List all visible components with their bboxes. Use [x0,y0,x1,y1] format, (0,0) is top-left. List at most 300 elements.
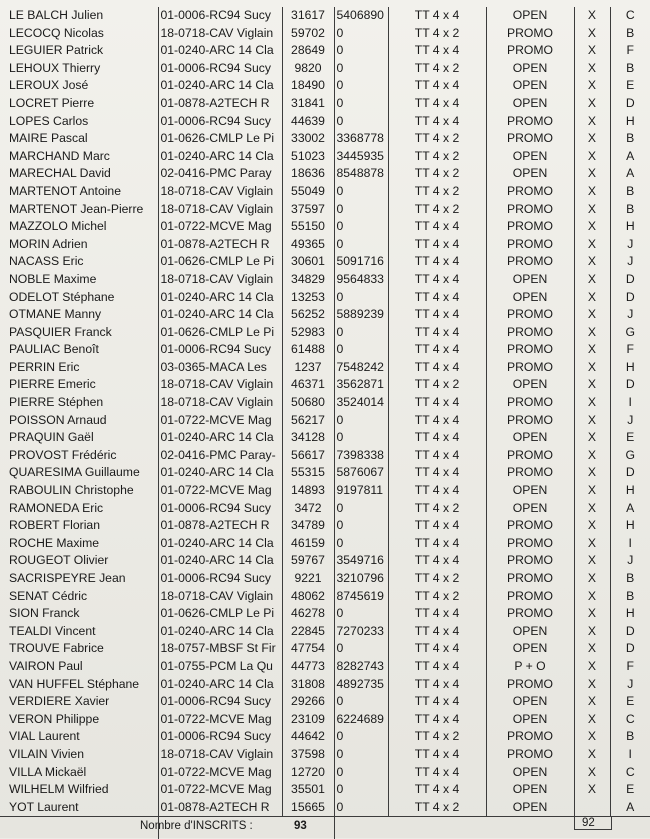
vehicle-category: TT 4 x 4 [388,658,486,676]
entry-type: PROMO [486,588,574,606]
group-letter: H [610,605,650,623]
participant-number: 15665 [282,799,334,817]
participant-name: ROBERT Florian [9,518,100,533]
entry-type: OPEN [486,77,574,95]
participant-number: 34789 [282,517,334,535]
participant-number: 9820 [282,60,334,78]
club-licence: 01-0006-RC94 Sucy [158,500,282,518]
group-letter: J [610,253,650,271]
vehicle-category: TT 4 x 2 [388,588,486,606]
group-letter: D [610,289,650,307]
presence-mark: X [574,517,610,535]
participant-number: 59702 [282,25,334,43]
club-licence: 01-0240-ARC 14 Cla [158,289,282,307]
vehicle-category: TT 4 x 2 [388,799,486,817]
vehicle-category: TT 4 x 4 [388,289,486,307]
participant-number: 55049 [282,183,334,201]
club-licence: 01-0006-RC94 Sucy [158,570,282,588]
vehicle-category: TT 4 x 4 [388,517,486,535]
table-row [0,517,650,535]
licence-code: 9197811 [334,482,388,500]
roster-footer [0,816,650,839]
group-letter: D [610,271,650,289]
vehicle-category: TT 4 x 4 [388,412,486,430]
table-row [0,693,650,711]
entry-type: OPEN [486,7,574,25]
club-licence: 18-0718-CAV Viglain [158,201,282,219]
club-licence: 01-0006-RC94 Sucy [158,113,282,131]
table-row [0,799,650,817]
participant-name: RAMONEDA Eric [9,500,104,515]
group-letter: D [610,464,650,482]
licence-code: 5406890 [334,7,388,25]
participant-number: 35501 [282,781,334,799]
participant-name: TROUVE Fabrice [9,641,104,656]
participant-number: 12720 [282,764,334,782]
presence-mark: X [574,7,610,25]
presence-mark: X [574,165,610,183]
vehicle-category: TT 4 x 4 [388,764,486,782]
participant-number: 55150 [282,218,334,236]
group-letter: D [610,623,650,641]
entry-type: PROMO [486,412,574,430]
participant-number: 47754 [282,640,334,658]
vehicle-category: TT 4 x 4 [388,482,486,500]
table-row [0,552,650,570]
entry-type: PROMO [486,447,574,465]
table-row [0,113,650,131]
vehicle-category: TT 4 x 4 [388,464,486,482]
participant-number: 23109 [282,711,334,729]
entry-type: PROMO [486,218,574,236]
club-licence: 01-0722-MCVE Mag [158,412,282,430]
participant-name: VIAL Laurent [9,729,80,744]
table-row [0,306,650,324]
table-row [0,781,650,799]
club-licence: 02-0416-PMC Paray- [158,447,282,465]
participant-number: 18636 [282,165,334,183]
entry-type: PROMO [486,42,574,60]
entry-type: OPEN [486,95,574,113]
table-row [0,728,650,746]
participant-number: 44639 [282,113,334,131]
club-licence: 18-0718-CAV Viglain [158,183,282,201]
group-letter: J [610,676,650,694]
participant-name: MARTENOT Antoine [9,183,121,198]
licence-code: 0 [334,341,388,359]
presence-mark: X [574,781,610,799]
participant-number: 44642 [282,728,334,746]
presence-mark: X [574,552,610,570]
participant-number: 50680 [282,394,334,412]
club-licence: 01-0755-PCM La Qu [158,658,282,676]
licence-code: 0 [334,324,388,342]
vehicle-category: TT 4 x 4 [388,746,486,764]
licence-code: 0 [334,60,388,78]
group-letter: F [610,341,650,359]
licence-code: 5091716 [334,253,388,271]
table-row [0,746,650,764]
entry-type: OPEN [486,148,574,166]
group-letter: E [610,77,650,95]
licence-code: 8745619 [334,588,388,606]
participant-number: 33002 [282,130,334,148]
licence-code: 0 [334,429,388,447]
licence-code: 7548242 [334,359,388,377]
participant-number: 30601 [282,253,334,271]
entry-type: PROMO [486,324,574,342]
participant-name: QUARESIMA Guillaume [9,465,140,480]
entry-type: PROMO [486,253,574,271]
licence-code: 0 [334,201,388,219]
participant-name: MORIN Adrien [9,236,88,251]
table-row [0,535,650,553]
participant-number: 3472 [282,500,334,518]
entry-type: OPEN [486,271,574,289]
table-row [0,447,650,465]
licence-code: 5876067 [334,464,388,482]
licence-code: 0 [334,412,388,430]
participant-number: 37597 [282,201,334,219]
vehicle-category: TT 4 x 2 [388,201,486,219]
participant-name: PRAQUIN Gaël [9,430,94,445]
club-licence: 01-0240-ARC 14 Cla [158,77,282,95]
vehicle-category: TT 4 x 4 [388,394,486,412]
presence-mark: X [574,324,610,342]
participant-name: MAIRE Pascal [9,131,88,146]
group-letter: E [610,429,650,447]
licence-code: 8548878 [334,165,388,183]
licence-code: 0 [334,746,388,764]
group-letter: B [610,60,650,78]
participant-number: 48062 [282,588,334,606]
club-licence: 01-0240-ARC 14 Cla [158,676,282,694]
table-row [0,25,650,43]
presence-mark: X [574,570,610,588]
participant-name: VILAIN Vivien [9,746,84,761]
entry-type: OPEN [486,623,574,641]
table-row [0,324,650,342]
club-licence: 01-0722-MCVE Mag [158,482,282,500]
group-letter: J [610,306,650,324]
participant-name: MARTENOT Jean-Pierre [9,201,144,216]
entry-type: PROMO [486,517,574,535]
entry-type: PROMO [486,236,574,254]
registered-count-label: Nombre d'INSCRITS : [140,820,253,832]
club-licence: 18-0718-CAV Viglain [158,746,282,764]
vehicle-category: TT 4 x 4 [388,77,486,95]
entry-type: PROMO [486,306,574,324]
group-letter: H [610,113,650,131]
vehicle-category: TT 4 x 4 [388,236,486,254]
group-letter: H [610,517,650,535]
table-row [0,130,650,148]
participant-name: SACRISPEYRE Jean [9,571,126,585]
entry-type: PROMO [486,341,574,359]
participant-name: PIERRE Stéphen [9,395,104,410]
entry-type: OPEN [486,640,574,658]
club-licence: 18-0718-CAV Viglain [158,376,282,394]
club-licence: 01-0626-CMLP Le Pi [158,324,282,342]
table-row [0,236,650,254]
participant-name: RABOULIN Christophe [9,483,134,498]
group-letter: J [610,236,650,254]
presence-mark: X [574,447,610,465]
licence-code: 8282743 [334,658,388,676]
participant-number: 56617 [282,447,334,465]
x-total-value: 92 [582,817,595,829]
club-licence: 18-0757-MBSF St Fir [158,640,282,658]
club-licence: 01-0006-RC94 Sucy [158,7,282,25]
licence-code: 0 [334,218,388,236]
club-licence: 18-0718-CAV Viglain [158,588,282,606]
presence-mark: X [574,77,610,95]
entry-type: PROMO [486,728,574,746]
footer-divider [158,817,159,839]
licence-code: 3210796 [334,570,388,588]
vehicle-category: TT 4 x 2 [388,60,486,78]
club-licence: 18-0718-CAV Viglain [158,271,282,289]
participant-number: 56217 [282,412,334,430]
entry-type: PROMO [486,201,574,219]
entry-type: OPEN [486,711,574,729]
club-licence: 02-0416-PMC Paray [158,165,282,183]
table-row [0,711,650,729]
licence-code: 0 [334,799,388,817]
table-row [0,359,650,377]
presence-mark: X [574,306,610,324]
licence-code: 0 [334,113,388,131]
licence-code: 0 [334,693,388,711]
vehicle-category: TT 4 x 4 [388,113,486,131]
licence-code: 7270233 [334,623,388,641]
vehicle-category: TT 4 x 4 [388,676,486,694]
licence-code: 3524014 [334,394,388,412]
presence-mark: X [574,341,610,359]
participant-number: 49365 [282,236,334,254]
presence-mark: X [574,42,610,60]
group-letter: I [610,394,650,412]
club-licence: 01-0878-A2TECH R [158,517,282,535]
table-row [0,253,650,271]
participant-name: PIERRE Emeric [9,377,96,392]
presence-mark: X [574,412,610,430]
entry-type: PROMO [486,25,574,43]
table-row [0,623,650,641]
participant-number: 18490 [282,77,334,95]
participant-number: 1237 [282,359,334,377]
participant-number: 61488 [282,341,334,359]
club-licence: 18-0718-CAV Viglain [158,25,282,43]
licence-code: 5889239 [334,306,388,324]
participant-number: 34829 [282,271,334,289]
vehicle-category: TT 4 x 4 [388,640,486,658]
table-row [0,183,650,201]
participant-number: 59767 [282,552,334,570]
entry-type: OPEN [486,781,574,799]
vehicle-category: TT 4 x 4 [388,218,486,236]
entry-type: PROMO [486,570,574,588]
group-letter: I [610,535,650,553]
presence-mark: X [574,658,610,676]
club-licence: 18-0718-CAV Viglain [158,394,282,412]
table-row [0,341,650,359]
participant-number: 14893 [282,482,334,500]
licence-code: 0 [334,25,388,43]
licence-code: 0 [334,781,388,799]
group-letter: J [610,552,650,570]
footer-divider [334,817,335,839]
presence-mark: X [574,764,610,782]
licence-code: 0 [334,95,388,113]
licence-code: 3549716 [334,552,388,570]
participant-name: LEGUIER Patrick [9,43,104,58]
entry-type: OPEN [486,376,574,394]
club-licence: 01-0722-MCVE Mag [158,711,282,729]
table-row [0,394,650,412]
presence-mark: X [574,359,610,377]
entry-type: PROMO [486,183,574,201]
presence-mark: X [574,711,610,729]
presence-mark: X [574,130,610,148]
entry-type: OPEN [486,165,574,183]
club-licence: 01-0240-ARC 14 Cla [158,148,282,166]
group-letter: F [610,42,650,60]
vehicle-category: TT 4 x 4 [388,7,486,25]
group-letter: D [610,376,650,394]
licence-code: 0 [334,183,388,201]
presence-mark: X [574,271,610,289]
entry-type: PROMO [486,394,574,412]
entry-type: PROMO [486,359,574,377]
participant-number: 13253 [282,289,334,307]
presence-mark: X [574,746,610,764]
club-licence: 01-0722-MCVE Mag [158,218,282,236]
participant-name: PERRIN Eric [9,359,80,374]
licence-code: 3562871 [334,376,388,394]
club-licence: 01-0878-A2TECH R [158,95,282,113]
entry-type: PROMO [486,605,574,623]
vehicle-category: TT 4 x 4 [388,271,486,289]
vehicle-category: TT 4 x 4 [388,711,486,729]
club-licence: 01-0626-CMLP Le Pi [158,130,282,148]
participant-name: ODELOT Stéphane [9,289,115,304]
group-letter: B [610,728,650,746]
vehicle-category: TT 4 x 2 [388,165,486,183]
table-row [0,376,650,394]
licence-code: 0 [334,535,388,553]
presence-mark: X [574,148,610,166]
licence-code: 0 [334,289,388,307]
licence-code: 4892735 [334,676,388,694]
group-letter: H [610,359,650,377]
presence-mark: X [574,394,610,412]
presence-mark: X [574,588,610,606]
participant-name: LOCRET Pierre [9,95,95,110]
presence-mark: X [574,676,610,694]
participant-name: MARCHAND Marc [9,148,110,163]
entry-type: OPEN [486,764,574,782]
vehicle-category: TT 4 x 2 [388,500,486,518]
presence-mark: X [574,535,610,553]
vehicle-category: TT 4 x 2 [388,25,486,43]
table-row [0,429,650,447]
presence-mark: X [574,623,610,641]
club-licence: 01-0240-ARC 14 Cla [158,623,282,641]
group-letter: A [610,165,650,183]
licence-code: 0 [334,77,388,95]
table-row [0,201,650,219]
group-letter: C [610,7,650,25]
entry-type: PROMO [486,535,574,553]
participant-name: VILLA Mickaël [9,764,87,779]
club-licence: 01-0878-A2TECH R [158,236,282,254]
presence-mark: X [574,289,610,307]
group-letter: G [610,324,650,342]
club-licence: 01-0626-CMLP Le Pi [158,605,282,623]
entry-type: OPEN [486,429,574,447]
group-letter: A [610,148,650,166]
group-letter: I [610,746,650,764]
vehicle-category: TT 4 x 4 [388,605,486,623]
licence-code: 0 [334,764,388,782]
group-letter: E [610,693,650,711]
presence-mark: X [574,500,610,518]
licence-code: 7398338 [334,447,388,465]
licence-code: 0 [334,236,388,254]
table-row [0,588,650,606]
participant-name: LEROUX José [9,78,89,93]
participant-number: 9221 [282,570,334,588]
table-row [0,77,650,95]
entry-type: OPEN [486,289,574,307]
vehicle-category: TT 4 x 2 [388,148,486,166]
participant-name: PASQUIER Franck [9,324,112,339]
club-licence: 03-0365-MACA Les [158,359,282,377]
vehicle-category: TT 4 x 4 [388,447,486,465]
club-licence: 01-0722-MCVE Mag [158,764,282,782]
participant-name: LOPES Carlos [9,113,89,128]
presence-mark: X [574,201,610,219]
participant-name: POISSON Arnaud [9,412,107,427]
table-row [0,412,650,430]
presence-mark: X [574,429,610,447]
entry-type: PROMO [486,746,574,764]
entry-type: PROMO [486,130,574,148]
vehicle-category: TT 4 x 4 [388,324,486,342]
group-letter: D [610,640,650,658]
presence-mark: X [574,605,610,623]
presence-mark: X [574,60,610,78]
presence-mark: X [574,236,610,254]
entry-type: OPEN [486,799,574,817]
club-licence: 01-0626-CMLP Le Pi [158,253,282,271]
participant-name: YOT Laurent [9,799,79,814]
participant-number: 31617 [282,7,334,25]
table-row [0,676,650,694]
table-row [0,482,650,500]
participant-number: 28649 [282,42,334,60]
licence-code: 3445935 [334,148,388,166]
group-letter: D [610,95,650,113]
participant-name: SENAT Cédric [9,588,88,603]
entry-type: PROMO [486,676,574,694]
table-row [0,148,650,166]
vehicle-category: TT 4 x 4 [388,253,486,271]
table-row [0,605,650,623]
table-row [0,42,650,60]
table-row [0,60,650,78]
